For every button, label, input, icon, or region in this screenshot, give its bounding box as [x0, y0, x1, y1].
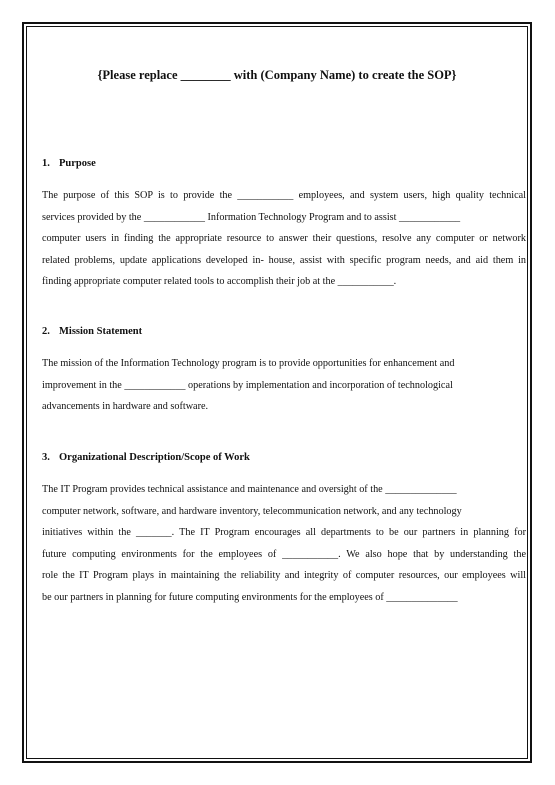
section-number: 3.	[42, 452, 50, 463]
section-organizational-description	[42, 451, 526, 609]
document-title: {Please replace ________ with (Company Name) to create the SOP}	[97, 68, 457, 82]
section-number: 1.	[42, 158, 50, 169]
section-mission-statement	[42, 325, 526, 418]
section-heading	[42, 157, 526, 171]
paragraph-line: be our partners in planning for future computing environments for the employees of ______________	[42, 591, 458, 603]
section-number: 2.	[42, 326, 50, 337]
paragraph-line: The IT Program provides technical assistance and maintenance and oversight of the ______________	[42, 484, 457, 495]
section-purpose	[42, 157, 526, 293]
section-body	[42, 353, 526, 418]
paragraph-line: The mission of the Information Technology program is to provide opportunities for enhancement and	[42, 358, 455, 369]
section-body	[42, 185, 526, 293]
section-body	[42, 479, 526, 609]
paragraph-line: initiatives within the _______. The IT Program encourages all departments to be our partners in planning for	[42, 527, 526, 539]
paragraph-line: future computing environments for the employees of ___________. We also hope that by understanding the	[42, 548, 526, 560]
paragraph-line: computer network, software, and hardware inventory, telecommunication network, and any technology	[42, 505, 462, 517]
section-title: Mission Statement	[59, 326, 143, 337]
section-heading	[42, 325, 526, 339]
paragraph-line: finding appropriate computer related tools to accomplish their job at the ___________.	[42, 276, 397, 288]
paragraph-line: advancements in hardware and software.	[42, 401, 209, 413]
section-heading	[42, 451, 526, 465]
paragraph-line: services provided by the ____________ Information Technology Program and to assist ____________	[42, 211, 461, 223]
section-title: Purpose	[59, 158, 96, 169]
paragraph-line: The purpose of this SOP is to provide the ___________ employees, and system users, high quality technical	[42, 190, 526, 201]
paragraph-line: computer users in finding the appropriate resource to answer their questions, resolve any computer or network	[42, 233, 526, 245]
paragraph-line: improvement in the ____________ operations by implementation and incorporation of technological	[42, 379, 453, 391]
paragraph-line: role the IT Program plays in maintaining the reliability and integrity of computer resources, our employees will	[42, 570, 526, 582]
paragraph-line: related problems, update applications developed in- house, assist with specific program needs, and aid them in	[42, 254, 526, 266]
section-title: Organizational Description/Scope of Work	[59, 452, 250, 463]
